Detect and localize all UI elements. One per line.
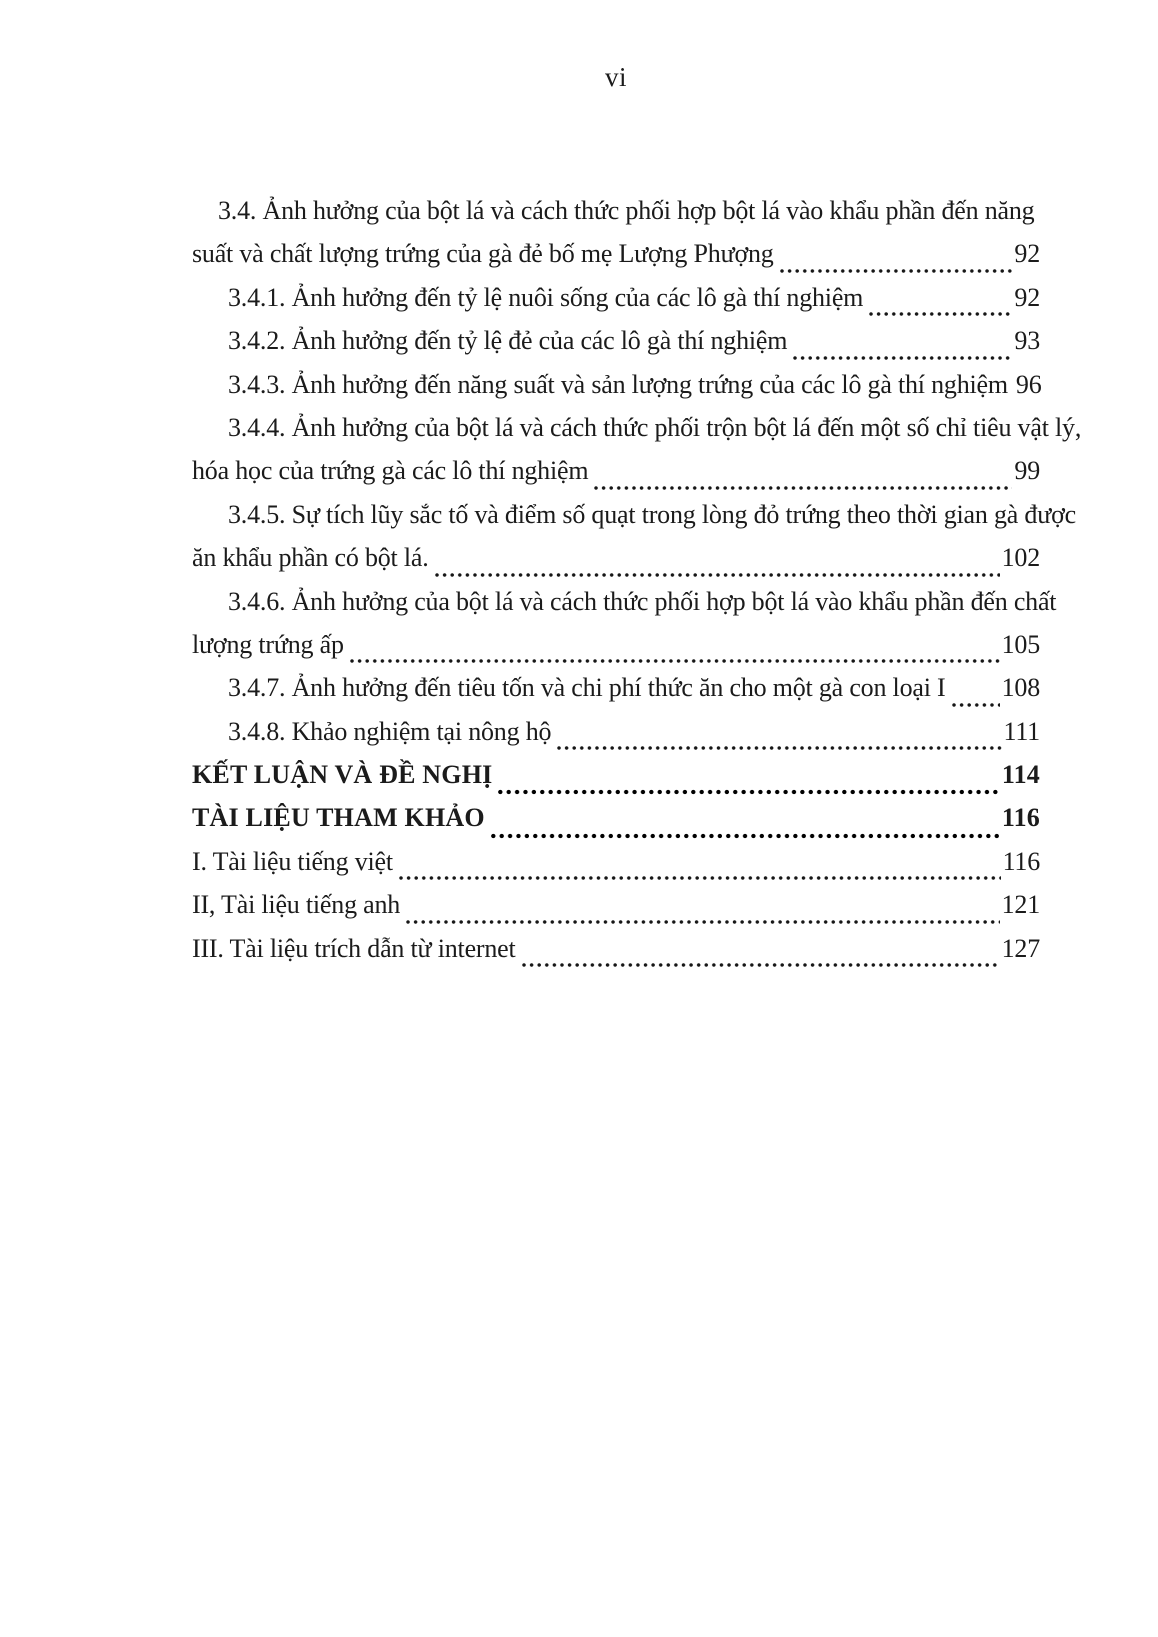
toc-line xyxy=(192,326,1040,369)
toc-line-text: lượng trứng ấp xyxy=(192,629,344,659)
dot-leader xyxy=(522,962,1000,968)
toc-line-text: 3.4.8. Khảo nghiệm tại nông hộ xyxy=(228,716,552,746)
toc-line-text: 3.4.1. Ảnh hưởng đến tỷ lệ nuôi sống của các lô gà thí nghiệm xyxy=(228,282,864,312)
toc-page-number: 127 xyxy=(1001,933,1040,963)
toc-line xyxy=(192,760,1040,803)
dot-leader xyxy=(350,658,1000,664)
toc-page-number: 92 xyxy=(1014,282,1040,312)
toc-line-text: suất và chất lượng trứng của gà đẻ bố mẹ Lượng Phượng xyxy=(192,239,774,269)
toc-line xyxy=(192,847,1040,890)
toc-line-text: II, Tài liệu tiếng anh xyxy=(192,890,401,920)
toc-line xyxy=(192,630,1040,673)
toc-page-number: 121 xyxy=(1001,890,1040,920)
toc-line-text: TÀI LIỆU THAM KHẢO xyxy=(192,803,485,833)
dot-leader xyxy=(952,702,1000,708)
toc-line xyxy=(192,934,1040,977)
toc-page-number: 114 xyxy=(1001,760,1040,790)
dot-leader xyxy=(869,311,1012,317)
toc-line-text: 3.4.6. Ảnh hưởng của bột lá và cách thức phối hợp bột lá vào khẩu phần đến chất xyxy=(228,586,1057,616)
toc-page-number: 99 xyxy=(1014,456,1040,486)
dot-leader xyxy=(793,355,1012,361)
toc-line-text: III. Tài liệu trích dẫn từ internet xyxy=(192,933,516,963)
toc-page-number: 111 xyxy=(1003,716,1040,746)
toc-line xyxy=(192,412,1082,456)
toc-line xyxy=(192,370,1040,413)
toc-line xyxy=(192,673,1040,716)
toc-line-text: 3.4.7. Ảnh hưởng đến tiêu tốn và chi phí thức ăn cho một gà con loại I xyxy=(228,673,946,703)
toc-page-number: 96 xyxy=(1015,369,1042,399)
dot-leader xyxy=(399,875,1001,881)
toc-page-number: 116 xyxy=(1001,803,1040,833)
dot-leader xyxy=(491,833,1000,839)
toc-line xyxy=(192,456,1040,499)
dot-leader xyxy=(435,572,1000,578)
toc-line xyxy=(192,543,1040,586)
toc-page-number: 105 xyxy=(1001,629,1040,659)
toc-page-number: 92 xyxy=(1014,239,1040,269)
toc-line-text: ăn khẩu phần có bột lá. xyxy=(192,543,429,573)
toc-line-text: I. Tài liệu tiếng việt xyxy=(192,846,393,876)
dot-leader xyxy=(498,789,999,795)
toc-line xyxy=(192,196,1040,239)
toc-line xyxy=(192,717,1040,760)
toc-line xyxy=(192,586,1057,630)
toc-line-text: hóa học của trứng gà các lô thí nghiệm xyxy=(192,456,589,486)
toc-line xyxy=(192,803,1040,846)
toc-page-number: 93 xyxy=(1014,326,1040,356)
toc-line xyxy=(192,499,1077,543)
toc-page-number: 102 xyxy=(1001,543,1040,573)
toc-line xyxy=(192,283,1040,326)
toc-page-number: 116 xyxy=(1002,846,1040,876)
toc-line-text: 3.4.2. Ảnh hưởng đến tỷ lệ đẻ của các lô gà thí nghiệm xyxy=(228,326,788,356)
toc-page-number: 108 xyxy=(1001,673,1040,703)
toc-line-text: 3.4.4. Ảnh hưởng của bột lá và cách thức phối trộn bột lá đến một số chỉ tiêu vật lý, xyxy=(228,412,1082,442)
toc-line-text: 3.4.3. Ảnh hưởng đến năng suất và sản lượng trứng của các lô gà thí nghiệm xyxy=(228,369,1008,399)
toc-line xyxy=(192,890,1040,933)
toc-line-text: 3.4. Ảnh hưởng của bột lá và cách thức phối hợp bột lá vào khẩu phần đến năng xyxy=(218,196,1035,225)
toc-line-text: 3.4.5. Sự tích lũy sắc tố và điểm số quạt trong lòng đỏ trứng theo thời gian gà được xyxy=(228,499,1077,529)
dot-leader xyxy=(557,745,1001,751)
table-of-contents xyxy=(192,196,1082,977)
page-number-label: vi xyxy=(604,62,627,92)
dot-leader xyxy=(406,919,999,925)
dot-leader xyxy=(780,268,1013,274)
dot-leader xyxy=(594,485,1012,491)
toc-line-text: KẾT LUẬN VÀ ĐỀ NGHỊ xyxy=(192,760,493,790)
toc-line xyxy=(192,239,1040,282)
